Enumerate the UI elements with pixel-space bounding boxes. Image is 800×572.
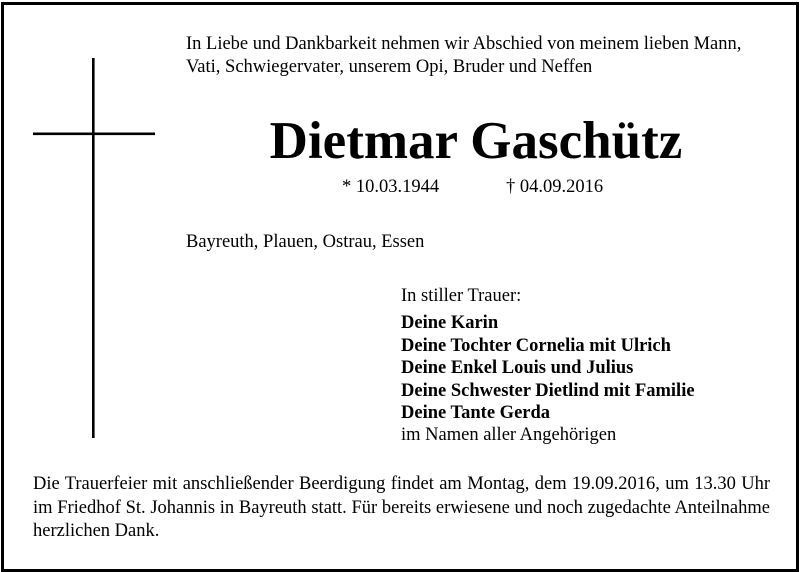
mourners-heading: In stiller Trauer: xyxy=(401,286,522,306)
death-date: † 04.09.2016 xyxy=(506,177,604,197)
birth-date: * 10.03.1944 xyxy=(342,177,440,197)
mourners-block xyxy=(401,285,791,447)
places-list: Bayreuth, Plauen, Ostrau, Essen xyxy=(186,232,425,252)
mourner-name: Deine Tochter Cornelia mit Ulrich xyxy=(401,335,671,356)
mourner-name: Deine Enkel Louis und Julius xyxy=(401,358,634,379)
mourners-closing: im Namen aller Angehörigen xyxy=(401,425,617,446)
mourner-name: Deine Schwester Dietlind mit Familie xyxy=(401,380,695,401)
intro-line: In Liebe und Dankbarkeit nehmen wir Abschied von meinem lieben Mann, xyxy=(186,34,742,54)
intro-line: Vati, Schwiegervater, unserem Opi, Bruder und Neffen xyxy=(186,57,593,77)
mourner-name: Deine Karin xyxy=(401,313,499,334)
mourner-name: Deine Tante Gerda xyxy=(401,403,551,424)
deceased-name: Dietmar Gaschütz xyxy=(269,112,683,170)
funeral-notice: Die Trauerfeier mit anschließender Beerdigung findet am Montag, dem 19.09.2016, um 13.30 Uhr im Friedhof St. Johannis in Bayreuth statt. Für bereits erwiesene und noch zugedachte Anteilnahme herzlichen Dank. xyxy=(33,474,770,541)
intro-text xyxy=(186,33,776,79)
